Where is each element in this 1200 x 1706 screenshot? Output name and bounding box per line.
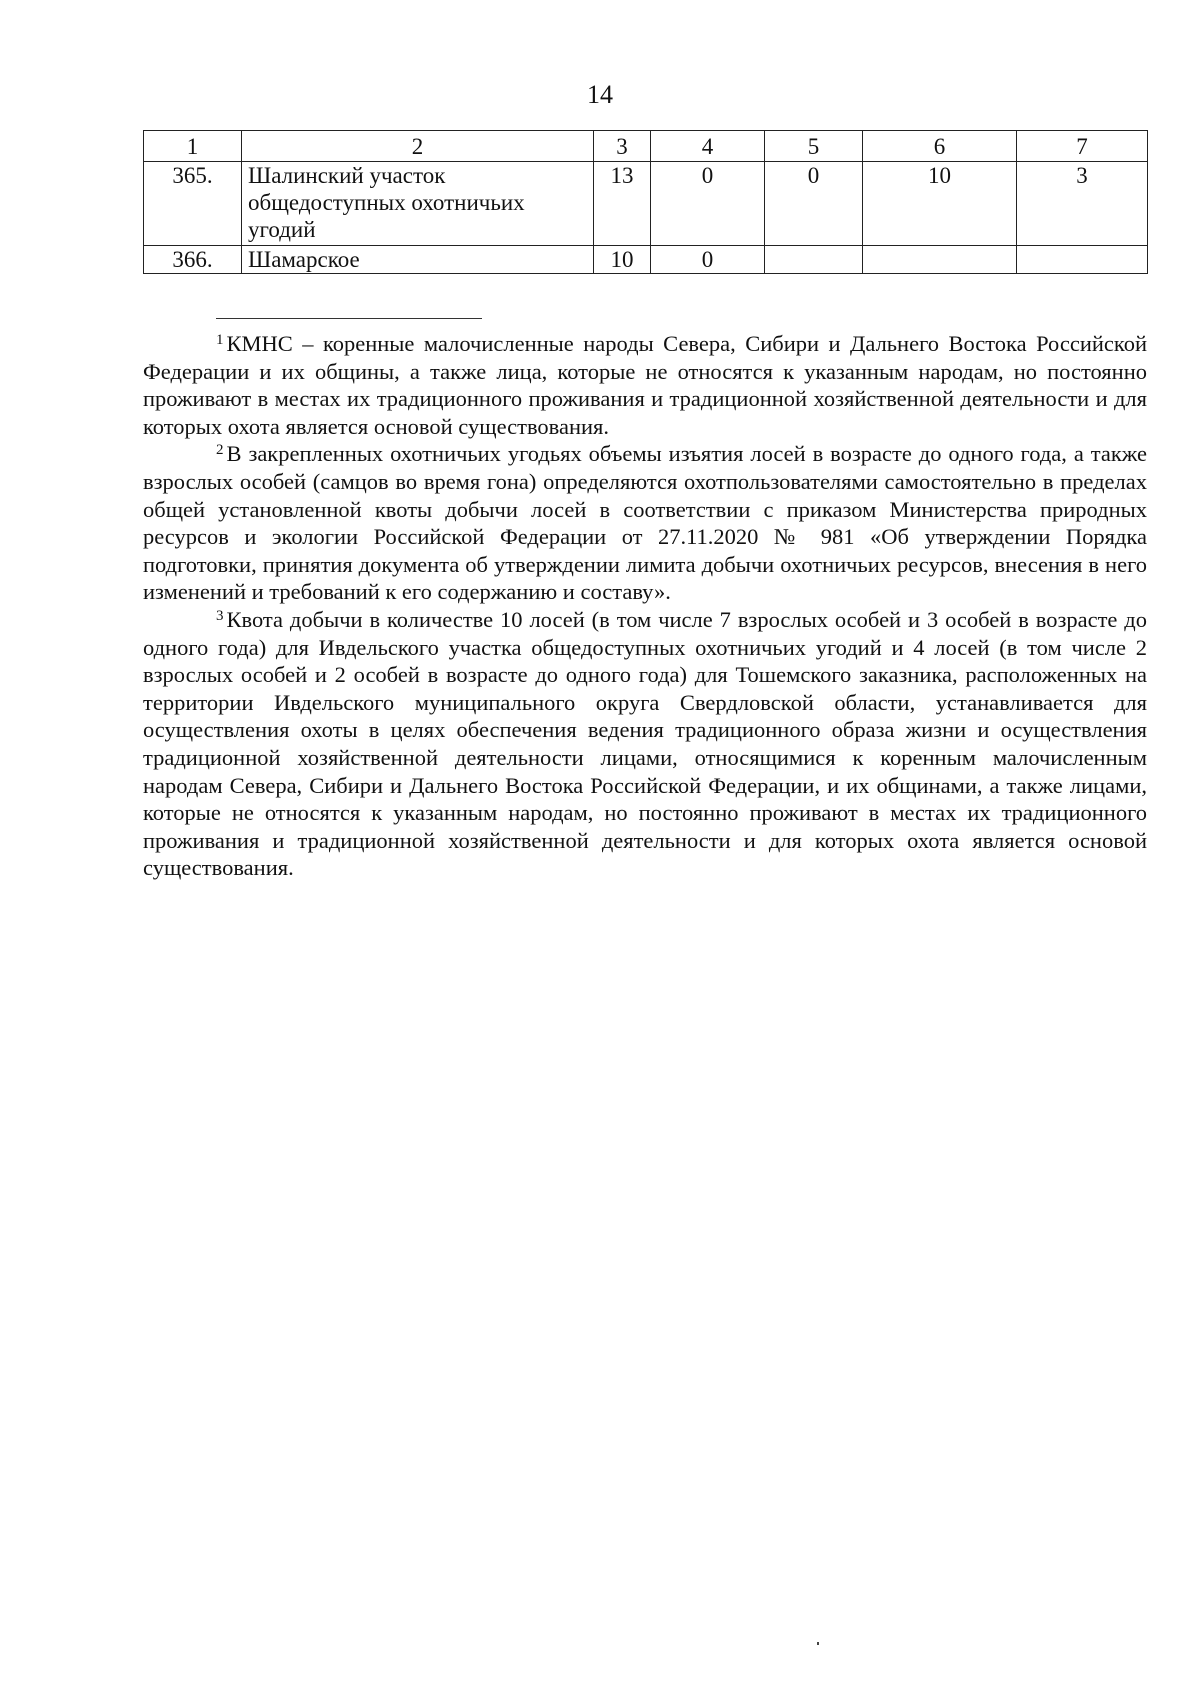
quota-table [143, 130, 1148, 274]
quota-cell: 3 [1017, 162, 1148, 246]
page-number: 14 [587, 80, 613, 109]
quota-cell [863, 246, 1017, 274]
footnote-text: КМНС – коренные малочисленные народы Севера, Сибири и Дальнего Востока Российской Федерации и их общины, а также лица, которые не относятся к указанным народам, но постоянно проживают в местах их традиционного проживания и традиционной хозяйственной деятельности и для которых охота является основой существования. [143, 331, 1147, 439]
hunting-ground-name: Шалинский участок общедоступных охотничьих угодий [242, 162, 594, 246]
table-row [144, 162, 1148, 246]
quota-cell: 0 [765, 162, 863, 246]
footnote-2 [143, 440, 1147, 606]
table-header-cell: 2 [242, 131, 594, 162]
footnote-text: Квота добычи в количестве 10 лосей (в том числе 7 взрослых особей и 3 особей в возрасте до одного года) для Ивдельского участка общедоступных охотничьих угодий и 4 лосей (в том числе 2 взрослых особей и 2 особей в возрасте до одного года) для Тошемского заказника, расположенных на территории Ивдельского муниципального округа Свердловской области, устанавливается для осуществления охоты в целях обеспечения ведения традиционного образа жизни и осуществления традиционной хозяйственной деятельности лицами, относящимися к коренным малочисленным народам Севера, Сибири и Дальнего Востока Российской Федерации, и их общинами, а также лицами, которые не относятся к указанным народам, но постоянно проживают в местах их традиционного проживания и традиционной хозяйственной деятельности и для которых охота является основой существования. [143, 606, 1147, 881]
footnote-separator [216, 318, 482, 319]
footnote-3 [143, 606, 1147, 882]
footnote-mark: 2 [216, 442, 224, 459]
footnote-mark: 1 [216, 332, 224, 348]
table-header-cell: 5 [765, 131, 863, 162]
table-header-row [144, 131, 1148, 162]
footnote-text: В закрепленных охотничьих угодьях объемы изъятия лосей в возрасте до одного года, а также взрослых особей (самцов во время гона) определяются охотпользователями самостоятельно в пределах общей установленной квоты добычи лосей в соответствии с приказом Министерства природных ресурсов и экологии Российской Федерации от 27.11.2020 № 981 «Об утверждении Порядка подготовки, принятия документа об утверждении лимита добычи охотничьих ресурсов, внесения в него изменений и требований к его содержанию и составу». [143, 441, 1147, 605]
quota-cell: 0 [651, 246, 765, 274]
table-header-cell: 3 [594, 131, 651, 162]
quota-cell [1017, 246, 1148, 274]
row-number: 365. [144, 162, 242, 246]
quota-cell [765, 246, 863, 274]
quota-cell: 10 [594, 246, 651, 274]
footnotes [143, 330, 1147, 882]
quota-cell: 13 [594, 162, 651, 246]
table-header-cell: 6 [863, 131, 1017, 162]
table-header-cell: 1 [144, 131, 242, 162]
quota-cell: 10 [863, 162, 1017, 246]
table-header-cell: 7 [1017, 131, 1148, 162]
quota-cell: 0 [651, 162, 765, 246]
table-row [144, 246, 1148, 274]
footnote-1 [143, 330, 1147, 440]
row-number: 366. [144, 246, 242, 274]
footnote-mark: 3 [216, 607, 224, 624]
hunting-ground-name: Шамарское [242, 246, 594, 274]
scan-speck [817, 1642, 819, 1645]
table-header-cell: 4 [651, 131, 765, 162]
